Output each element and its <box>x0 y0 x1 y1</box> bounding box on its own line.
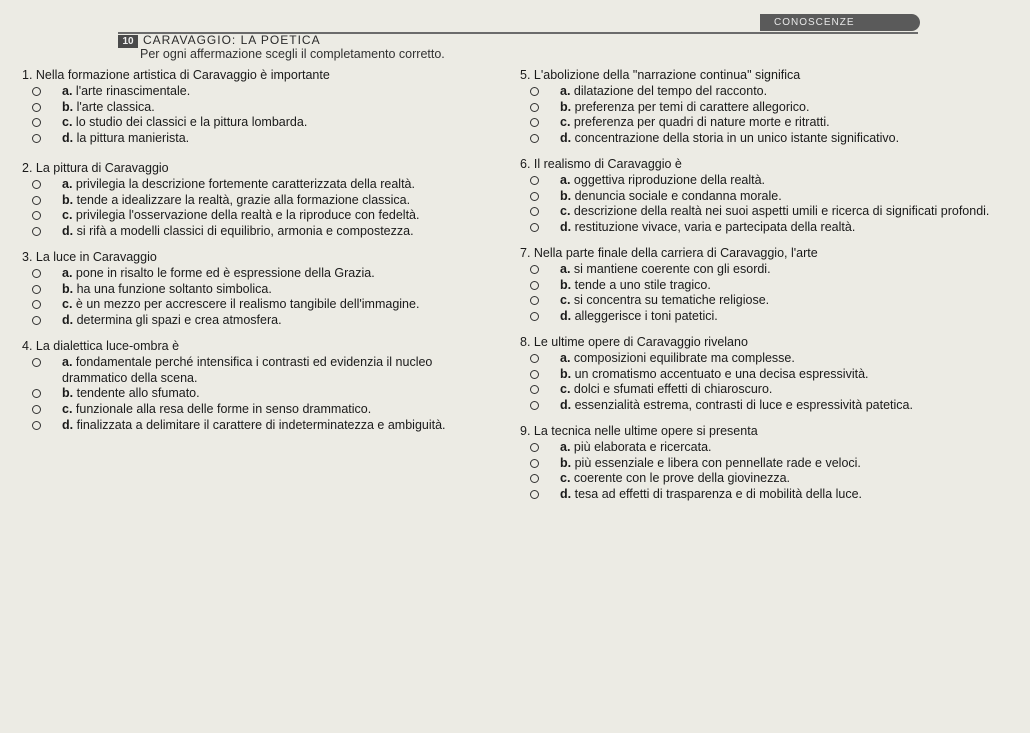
option-text: l'arte rinascimentale. <box>75 83 191 98</box>
answer-option[interactable] <box>520 367 1020 383</box>
radio-button[interactable] <box>32 103 41 112</box>
section-number: 10 <box>118 35 138 48</box>
option-letter: b. <box>560 188 572 203</box>
option-letter: a. <box>62 83 73 98</box>
answer-option[interactable] <box>520 220 1020 236</box>
radio-button[interactable] <box>32 180 41 189</box>
radio-button[interactable] <box>530 370 539 379</box>
option-letter: d. <box>62 417 74 432</box>
answer-option[interactable] <box>22 297 492 313</box>
radio-button[interactable] <box>530 118 539 127</box>
radio-button[interactable] <box>32 285 41 294</box>
option-text: alleggerisce i toni patetici. <box>574 309 718 324</box>
answer-option[interactable] <box>22 115 492 131</box>
question-block <box>520 246 1020 325</box>
radio-button[interactable] <box>32 134 41 143</box>
radio-button[interactable] <box>530 443 539 452</box>
radio-button[interactable] <box>32 118 41 127</box>
question-text: 9. La tecnica nelle ultime opere si presenta <box>520 423 758 438</box>
option-letter: b. <box>560 277 572 292</box>
radio-button[interactable] <box>32 269 41 278</box>
answer-option[interactable] <box>520 471 1020 487</box>
option-letter: d. <box>560 309 572 324</box>
answer-option[interactable] <box>520 173 1020 189</box>
radio-button[interactable] <box>32 211 41 220</box>
question-block <box>22 68 492 147</box>
radio-button[interactable] <box>530 490 539 499</box>
question-text: 4. La dialettica luce-ombra è <box>22 338 180 353</box>
answer-option[interactable] <box>520 456 1020 472</box>
answer-option[interactable] <box>520 131 1020 147</box>
radio-button[interactable] <box>530 207 539 216</box>
option-text: preferenza per quadri di nature morte e ritratti. <box>573 115 830 130</box>
option-text: un cromatismo accentuato e una decisa espressività. <box>574 366 869 381</box>
option-text: finalizzata a delimitare il carattere di indeterminatezza e ambiguità. <box>76 417 446 432</box>
radio-button[interactable] <box>530 223 539 232</box>
option-text: privilegia la descrizione fortemente caratterizzata della realtà. <box>75 176 415 191</box>
option-text: preferenza per temi di carattere allegorico. <box>574 99 810 114</box>
radio-button[interactable] <box>530 103 539 112</box>
option-text: tesa ad effetti di trasparenza e di mobilità della luce. <box>574 487 863 502</box>
answer-option[interactable] <box>520 115 1020 131</box>
instruction-text: Per ogni affermazione scegli il completamento corretto. <box>140 47 445 61</box>
radio-button[interactable] <box>530 265 539 274</box>
option-letter: c. <box>560 382 571 397</box>
answer-option[interactable] <box>520 293 1020 309</box>
radio-button[interactable] <box>530 459 539 468</box>
radio-button[interactable] <box>530 312 539 321</box>
answer-option[interactable] <box>22 418 492 434</box>
left-column <box>22 68 492 434</box>
option-letter: a. <box>62 176 73 191</box>
question-block <box>22 339 492 434</box>
radio-button[interactable] <box>32 227 41 236</box>
question-block <box>22 161 492 240</box>
answer-option[interactable] <box>520 84 1020 100</box>
question-block <box>22 250 492 329</box>
radio-button[interactable] <box>530 134 539 143</box>
option-text: l'arte classica. <box>76 99 155 114</box>
option-text: denuncia sociale e condanna morale. <box>574 188 782 203</box>
radio-button[interactable] <box>32 196 41 205</box>
option-text: tendente allo sfumato. <box>76 386 200 401</box>
option-letter: a. <box>560 350 571 365</box>
option-letter: a. <box>560 172 571 187</box>
option-letter: a. <box>62 265 73 280</box>
option-letter: c. <box>560 115 571 130</box>
answer-option[interactable] <box>520 487 1020 503</box>
option-text: oggettiva riproduzione della realtà. <box>573 172 766 187</box>
radio-button[interactable] <box>530 281 539 290</box>
option-letter: b. <box>560 99 572 114</box>
right-column <box>520 68 1020 503</box>
answer-option[interactable] <box>520 278 1020 294</box>
option-text: tende a idealizzare la realtà, grazie alla formazione classica. <box>76 192 411 207</box>
option-text: composizioni equilibrate ma complesse. <box>573 350 795 365</box>
option-text: più essenziale e libera con pennellate rade e veloci. <box>574 455 861 470</box>
radio-button[interactable] <box>530 401 539 410</box>
radio-button[interactable] <box>32 358 41 367</box>
answer-option[interactable] <box>22 177 492 193</box>
radio-button[interactable] <box>530 87 539 96</box>
answer-option[interactable] <box>520 262 1020 278</box>
answer-option[interactable] <box>22 282 492 298</box>
radio-button[interactable] <box>32 316 41 325</box>
radio-button[interactable] <box>530 192 539 201</box>
answer-option[interactable] <box>520 351 1020 367</box>
answer-option[interactable] <box>520 204 1020 220</box>
answer-option[interactable] <box>22 100 492 116</box>
radio-button[interactable] <box>530 296 539 305</box>
option-text: determina gli spazi e crea atmosfera. <box>76 313 282 328</box>
option-text: funzionale alla resa delle forme in senso drammatico. <box>75 402 372 417</box>
option-letter: c. <box>62 402 73 417</box>
option-letter: c. <box>62 208 73 223</box>
answer-option[interactable] <box>22 313 492 329</box>
option-letter: b. <box>62 192 74 207</box>
option-text: si concentra su tematiche religiose. <box>573 293 770 308</box>
answer-option[interactable] <box>22 131 492 147</box>
radio-button[interactable] <box>530 176 539 185</box>
radio-button[interactable] <box>32 87 41 96</box>
answer-option[interactable] <box>520 440 1020 456</box>
option-text: lo studio dei classici e la pittura lombarda. <box>75 115 308 130</box>
option-letter: b. <box>560 366 572 381</box>
option-letter: a. <box>560 261 571 276</box>
answer-option[interactable] <box>22 208 492 224</box>
option-letter: c. <box>560 471 571 486</box>
option-letter: d. <box>560 220 572 235</box>
option-letter: d. <box>560 131 572 146</box>
option-letter: b. <box>62 281 74 296</box>
radio-button[interactable] <box>530 385 539 394</box>
option-letter: c. <box>560 293 571 308</box>
radio-button[interactable] <box>530 474 539 483</box>
answer-option[interactable] <box>22 386 492 402</box>
question-text: 3. La luce in Caravaggio <box>22 249 157 264</box>
option-letter: b. <box>560 455 572 470</box>
option-letter: a. <box>560 439 571 454</box>
radio-button[interactable] <box>530 354 539 363</box>
answer-option[interactable] <box>520 382 1020 398</box>
option-letter: d. <box>62 131 74 146</box>
option-text: si rifà a modelli classici di equilibrio, armonia e compostezza. <box>76 224 414 239</box>
option-text: dilatazione del tempo del racconto. <box>573 83 768 98</box>
question-block <box>520 424 1020 503</box>
option-letter: d. <box>62 224 74 239</box>
question-text: 2. La pittura di Caravaggio <box>22 160 169 175</box>
question-text: 1. Nella formazione artistica di Caravaggio è importante <box>22 68 330 82</box>
answer-option[interactable] <box>22 402 492 418</box>
question-text: 5. L'abolizione della "narrazione continua" significa <box>520 68 801 82</box>
radio-button[interactable] <box>32 405 41 414</box>
option-text: la pittura manierista. <box>76 131 190 146</box>
answer-option[interactable] <box>520 398 1020 414</box>
option-text: si mantiene coerente con gli esordi. <box>573 261 771 276</box>
option-letter: d. <box>560 398 572 413</box>
answer-option[interactable] <box>22 355 492 387</box>
option-text: tende a uno stile tragico. <box>574 277 711 292</box>
option-letter: d. <box>560 487 572 502</box>
option-text: ha una funzione soltanto simbolica. <box>76 281 272 296</box>
option-text: pone in risalto le forme ed è espressione della Grazia. <box>75 265 375 280</box>
question-text: 7. Nella parte finale della carriera di Caravaggio, l'arte <box>520 245 818 260</box>
option-text: è un mezzo per accrescere il realismo tangibile dell'immagine. <box>75 297 420 312</box>
option-text: dolci e sfumati effetti di chiaroscuro. <box>573 382 773 397</box>
option-text: essenzialità estrema, contrasti di luce e espressività patetica. <box>574 398 913 413</box>
radio-button[interactable] <box>32 421 41 430</box>
answer-option[interactable] <box>520 309 1020 325</box>
option-text: più elaborata e ricercata. <box>573 439 712 454</box>
question-block <box>520 335 1020 414</box>
option-letter: a. <box>62 354 73 369</box>
conoscenze-badge: CONOSCENZE <box>760 14 920 31</box>
option-text: coerente con le prove della giovinezza. <box>573 471 791 486</box>
answer-option[interactable] <box>22 193 492 209</box>
question-block <box>520 68 1020 147</box>
radio-button[interactable] <box>32 300 41 309</box>
option-letter: b. <box>62 386 74 401</box>
question-text: 6. Il realismo di Caravaggio è <box>520 156 682 171</box>
option-letter: c. <box>62 115 73 130</box>
option-letter: c. <box>560 204 571 219</box>
option-text: descrizione della realtà nei suoi aspetti umili e ricerca di significati profondi. <box>573 204 990 219</box>
option-letter: d. <box>62 313 74 328</box>
option-letter: a. <box>560 83 571 98</box>
answer-option[interactable] <box>22 84 492 100</box>
option-letter: b. <box>62 99 74 114</box>
answer-option[interactable] <box>22 266 492 282</box>
option-text: privilegia l'osservazione della realtà e la riproduce con fedeltà. <box>75 208 420 223</box>
answer-option[interactable] <box>520 189 1020 205</box>
option-text: restituzione vivace, varia e partecipata della realtà. <box>574 220 856 235</box>
question-block <box>520 157 1020 236</box>
question-text: 8. Le ultime opere di Caravaggio rivelano <box>520 334 748 349</box>
option-text: fondamentale perché intensifica i contrasti ed evidenzia il nucleo drammatico della scena. <box>62 354 433 385</box>
answer-option[interactable] <box>22 224 492 240</box>
answer-option[interactable] <box>520 100 1020 116</box>
option-letter: c. <box>62 297 73 312</box>
option-text: concentrazione della storia in un unico istante significativo. <box>574 131 900 146</box>
section-title: CARAVAGGIO: LA POETICA <box>143 33 321 47</box>
radio-button[interactable] <box>32 389 41 398</box>
